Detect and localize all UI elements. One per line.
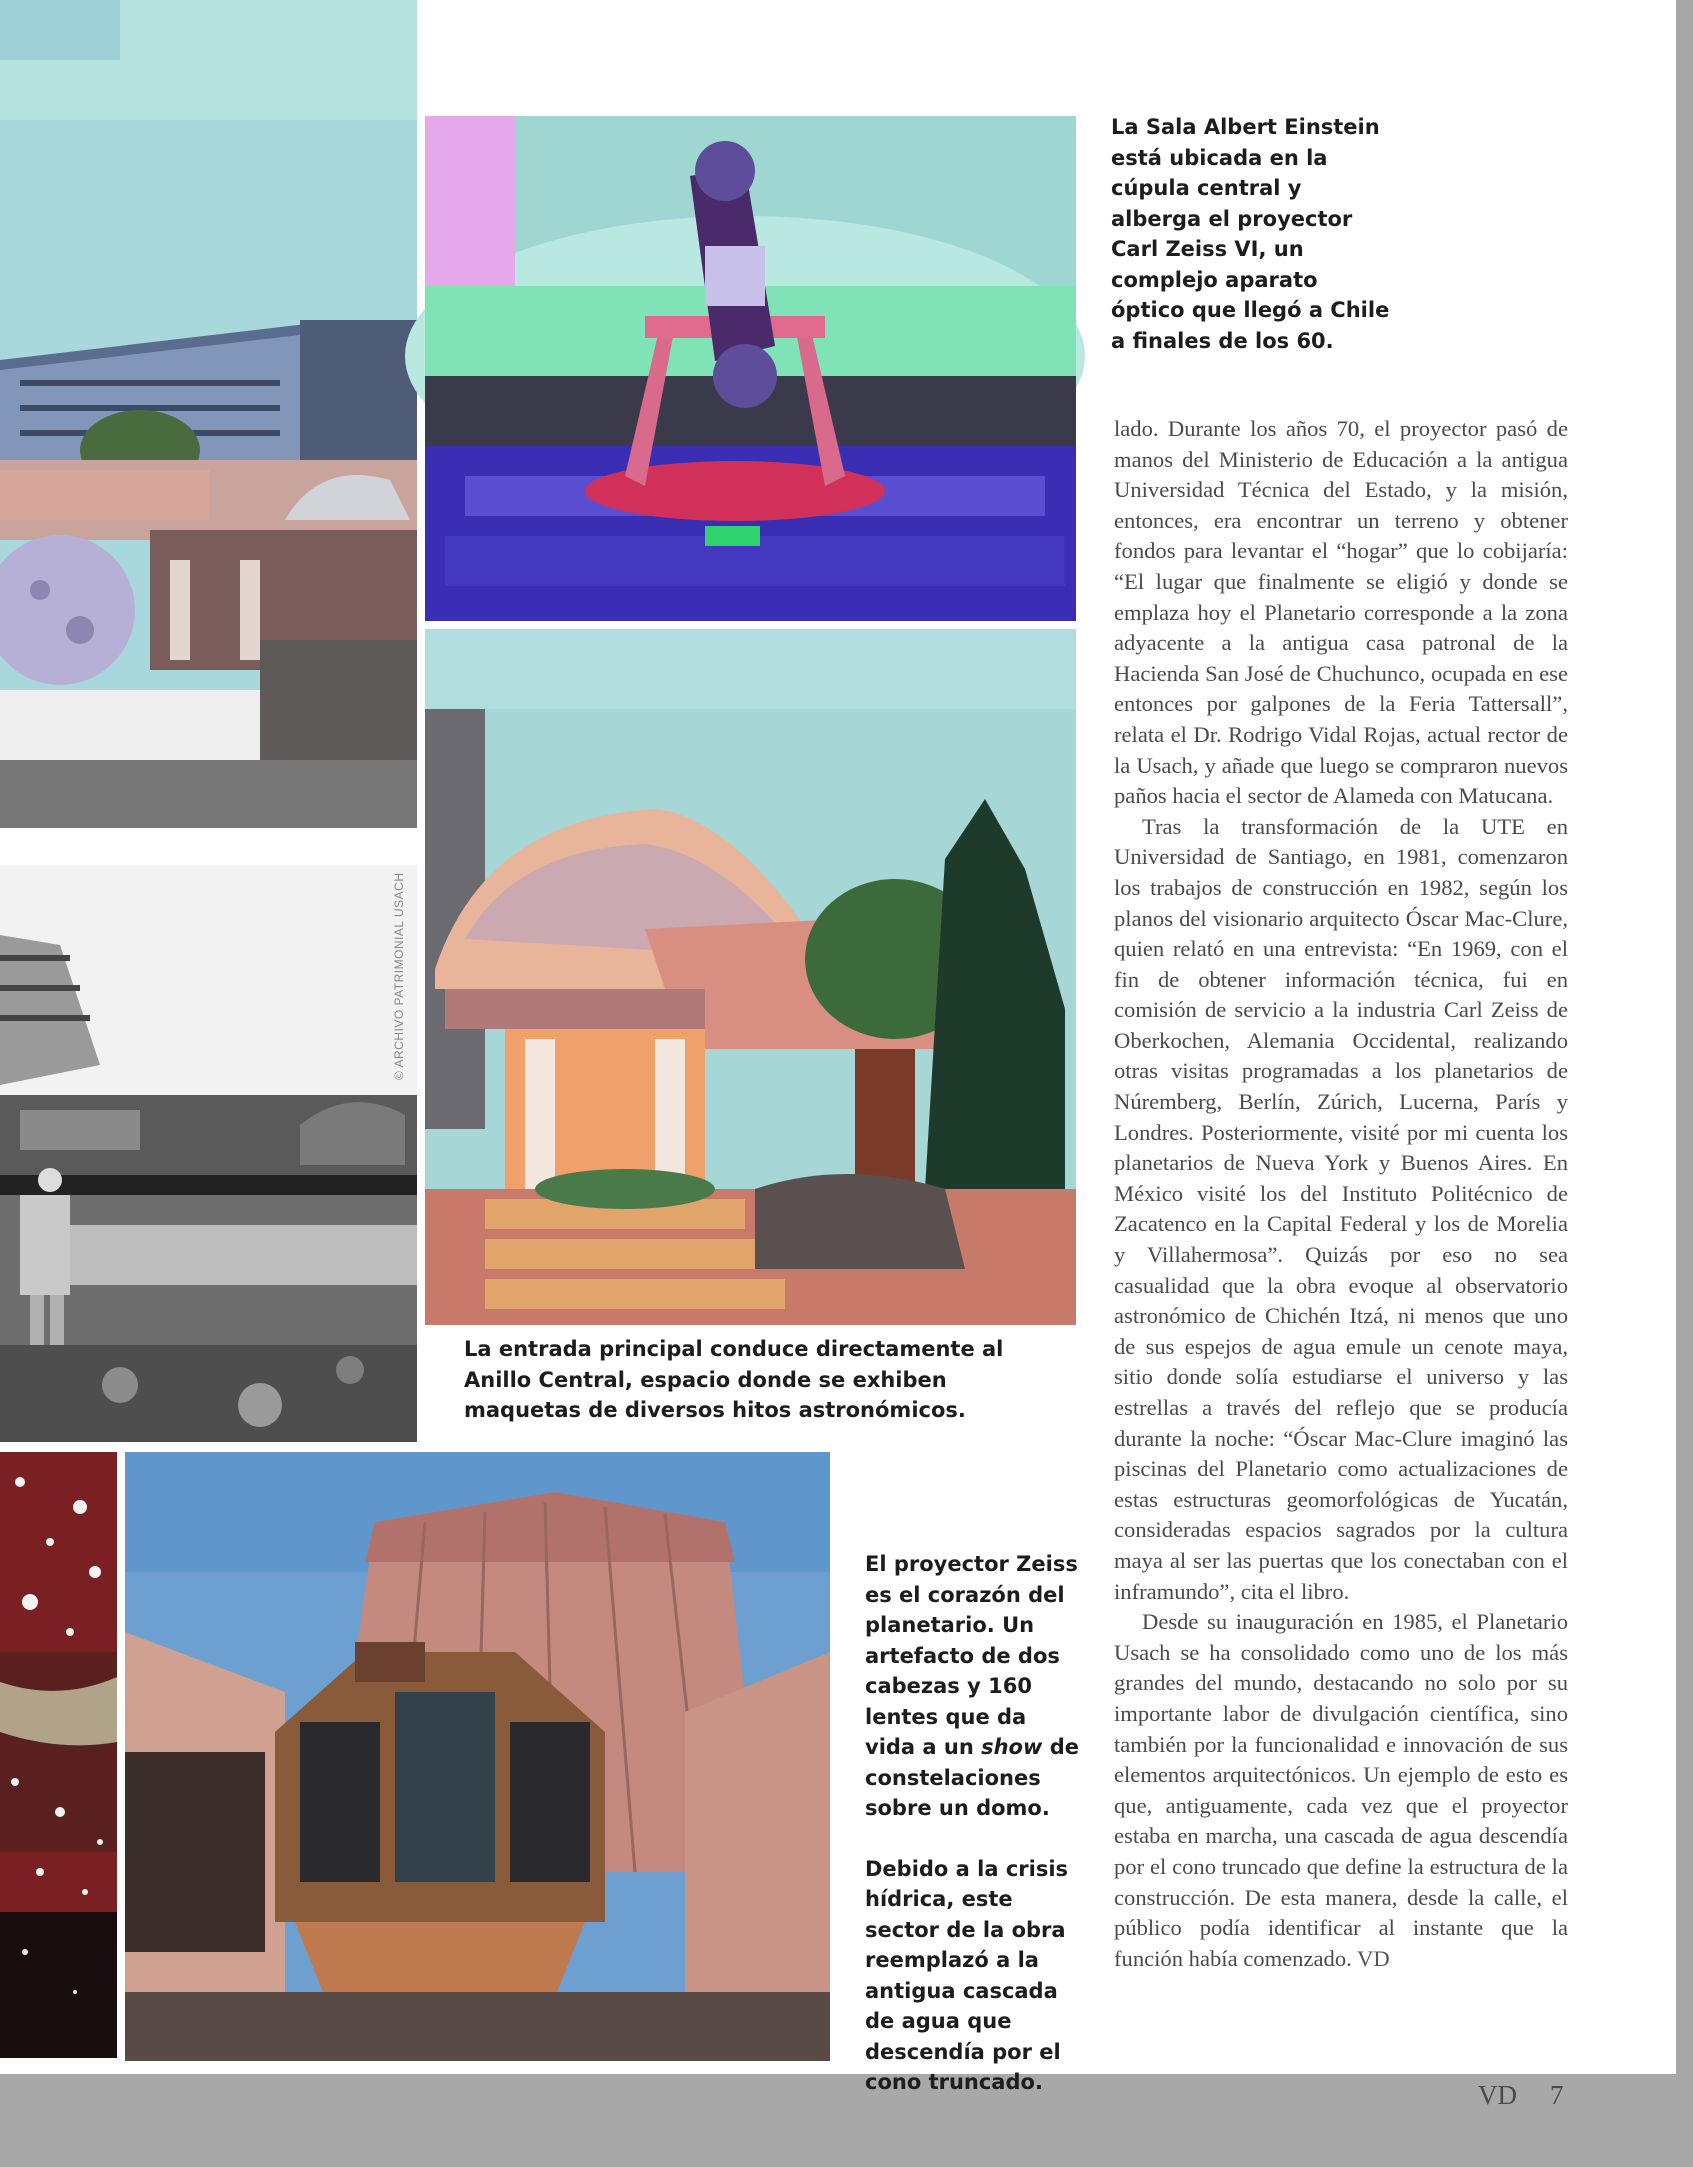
caption-zeiss-text	[865, 1549, 1083, 1824]
photo-zeiss-projector	[425, 116, 1076, 621]
photo-construction-archive	[0, 865, 417, 1442]
photo-campus-exterior	[0, 0, 417, 828]
article-paragraph-3-text: Desde su inauguración en 1985, el Planetario Usach se ha consolidado como uno de los más grandes del mundo, destacando no solo por su importante labor de divulgación científica, sino también por la funcionalidad e innovación de sus elementos arquitectónicos. Un ejemplo de esto es que, antiguamente, cada vez que el proyector estaba en marcha, una cascada de agua descendía por el cono truncado que define la estructura de la construcción. De esta manera, desde la calle, el público podía identificar al instante que la función había comenzado.	[1114, 1609, 1568, 1971]
article-paragraph-2: Tras la transformación de la UTE en Universidad de Santiago, en 1981, comenzaron los trabajos de construcción en 1982, según los planos del visionario arquitecto Óscar Mac-Clure, quien relató en una entrevista: “En 1969, con el fin de obtener información técnica, fui en comisión de servicio a la industria Carl Zeiss de Oberkochen, Alemania Occidental, realizando otras visitas programadas a los planetarios de Núremberg, Berlín, Zúrich, Lucerna, París y Londres. Posteriormente, visité por mi cuenta los planetarios de Nueva York y Buenos Aires. En México visité los del Instituto Politécnico de Zacatenco en la Capital Federal y los de Morelia y Villahermosa”. Quizás por eso no sea casualidad que la obra evoque al observatorio astronómico de Chichén Itzá, ni menos que uno de sus espejos de agua emule un cenote maya, sitio donde solía estudiarse el universo y las estrellas a través del reflejo que se producía durante la noche: “Óscar Mac-Clure imaginó las piscinas del Planetario como actualizaciones de estas estructuras geomorfológicas de Yucatán, consideradas espacios sagrados por la cultura maya al ser las puertas que los conectaban con el inframundo”, cita el libro.	[1114, 813, 1568, 1604]
article-body	[1114, 414, 1568, 1974]
caption-crisis-text: Debido a la crisis hídrica, este sector de la obra reemplazó a la antigua cascada de agua que descendía por el cono truncado.	[865, 1856, 1069, 2094]
caption-zeiss-part1: El proyector Zeiss es el corazón del planetario. Un artefacto de dos cabezas y 160 lentes que da vida a un	[865, 1552, 1078, 1759]
caption-zeiss-part2: de constelaciones sobre un domo.	[865, 1735, 1079, 1820]
article-paragraph-1: lado. Durante los años 70, el proyector pasó de manos del Ministerio de Educación a la antigua Universidad Técnica del Estado, y la misión, entonces, era encontrar un terreno y obtener fondos para levantar el “hogar” que lo cobijaría: “El lugar que finalmente se eligió y donde se emplaza hoy el Planetario corresponde a la zona adyacente a la antigua casa patronal de la Hacienda San José de Chuchunco, ocupada en ese entonces por galpones de la Feria Tattersall”, relata el Dr. Rodrigo Vidal Rojas, actual rector de la Usach, y añade que luego se compraron nuevos paños hacia el sector de Alameda con Matucana.	[1114, 416, 1568, 809]
caption-entrance	[464, 1334, 1024, 1426]
page-number: 7	[1550, 2080, 1564, 2110]
caption-einstein-text: La Sala Albert Einstein está ubicada en la cúpula central y alberga el proyector Carl Zeiss VI, un complejo aparato óptico que llegó a Chile a finales de los 60.	[1111, 115, 1390, 353]
article-paragraph-3	[1114, 1607, 1568, 1974]
photo-starry-dome	[0, 1452, 117, 2058]
photo-entrance	[425, 629, 1076, 1325]
folio-brand: VD	[1478, 2080, 1517, 2110]
photo-truncated-cone	[125, 1452, 830, 2061]
end-mark: VD	[1357, 1945, 1390, 1971]
photo-credit: © ARCHIVO PATRIMONIAL USACH	[392, 872, 406, 1080]
caption-entrance-text: La entrada principal conduce directamente al Anillo Central, espacio donde se exhiben maquetas de diversos hitos astronómicos.	[464, 1337, 1004, 1422]
caption-zeiss	[865, 1549, 1083, 2098]
caption-zeiss-show: show	[981, 1735, 1043, 1759]
caption-einstein-room	[1111, 112, 1391, 356]
